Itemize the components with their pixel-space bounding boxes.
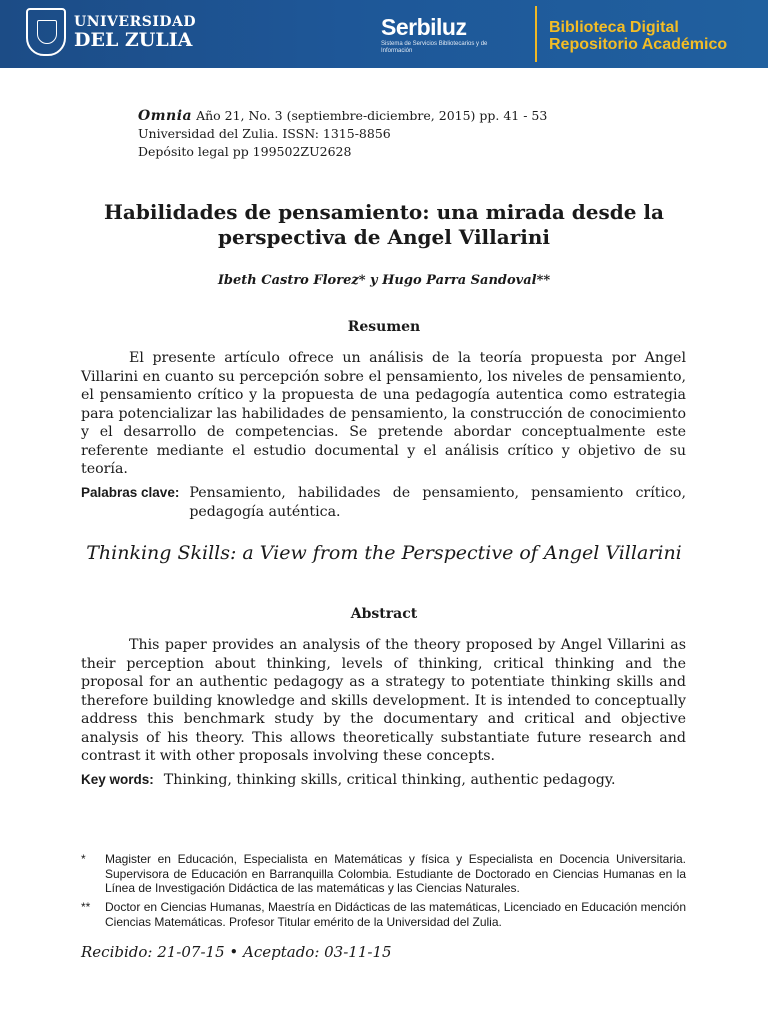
key-words xyxy=(81,771,686,790)
journal-name: Omnia xyxy=(138,108,193,124)
palabras-clave xyxy=(81,484,686,521)
footnote-mark: * xyxy=(81,852,86,866)
library-title-line1: Biblioteca Digital xyxy=(549,19,679,36)
journal-deposit: Depósito legal pp 199502ZU2628 xyxy=(138,144,352,159)
university-name-line1: UNIVERSIDAD xyxy=(74,13,197,30)
serbiluz-logo xyxy=(381,16,516,55)
header-banner xyxy=(0,0,768,68)
english-title: Thinking Skills: a View from the Perspective of Angel Villarini xyxy=(86,542,682,564)
resumen-text: El presente artículo ofrece un análisis de la teoría propuesta por Angel Villarini en cuanto su percepción sobre el pensamiento, los niveles de pensamiento, el pensamiento crítico y la propuesta de una pedagogía autentica como estrategia para potencializar las habilidades de pensamiento, la construcción de conocimiento y el desarrollo de competencias. Se pretende abordar conceptualmente este referente mediante el estudio documental y el análisis crítico y objetivo de su teoría. xyxy=(81,350,686,477)
journal-publisher: Universidad del Zulia. ISSN: 1315-8856 xyxy=(138,126,391,141)
footnote xyxy=(81,852,686,896)
footnote xyxy=(81,900,686,929)
palabras-clave-label: Palabras clave: xyxy=(81,485,180,500)
banner-divider xyxy=(535,6,537,62)
university-name-line2: DEL ZULIA xyxy=(74,28,193,51)
key-words-label: Key words: xyxy=(81,772,154,787)
library-title-line2: Repositorio Académico xyxy=(549,36,728,53)
serbiluz-subtitle: Sistema de Servicios Bibliotecarios y de Información xyxy=(381,41,488,55)
footnote-text: Magister en Educación, Especialista en Matemáticas y física y Especialista en Docencia Universitaria. Supervisora de Educación en Barranquilla Colombia. Estudiante de Doctorado en Ciencias Humanas en la Línea de Investigación Didáctica de las matemáticas y las Ciencias Naturales. xyxy=(105,852,686,895)
library-title xyxy=(549,19,727,53)
article-title: Habilidades de pensamiento: una mirada desde la perspectiva de Angel Villarini xyxy=(104,200,664,249)
serbiluz-name: Serbiluz xyxy=(381,14,467,40)
abstract-heading: Abstract xyxy=(350,606,418,622)
footnote-text: Doctor en Ciencias Humanas, Maestría en Didácticas de las matemáticas, Licenciado en Educación mención Ciencias Matemáticas. Profesor Titular emérito de la Universidad del Zulia. xyxy=(105,900,686,929)
journal-issue: Año 21, No. 3 (septiembre-diciembre, 2015) pp. 41 - 53 xyxy=(196,108,548,123)
university-shield-icon xyxy=(26,8,66,56)
article-authors: Ibeth Castro Florez* y Hugo Parra Sandoval** xyxy=(217,273,551,288)
abstract-text: This paper provides an analysis of the theory proposed by Angel Villarini as their perception about thinking, levels of thinking, critical thinking and the proposal for an authentic pedagogy as a strategy to potentiate thinking skills and therefore building knowledge and skills development. It is intended to conceptually address this benchmark study by the documentary and critical and objective analysis of his theory. This allows theoretically substantiate future research and contrast it with other proposals involving these concepts. xyxy=(81,637,686,764)
journal-info xyxy=(138,107,547,161)
footnote-mark: ** xyxy=(81,900,91,914)
resumen-heading: Resumen xyxy=(347,319,421,335)
university-logo xyxy=(26,8,196,56)
key-words-text: Thinking, thinking skills, critical thinking, authentic pedagogy. xyxy=(163,772,616,788)
palabras-clave-text: Pensamiento, habilidades de pensamiento, pensamiento crítico, pedagogía auténtica. xyxy=(189,485,686,520)
received-accepted-dates: Recibido: 21-07-15 • Aceptado: 03-11-15 xyxy=(81,943,392,961)
